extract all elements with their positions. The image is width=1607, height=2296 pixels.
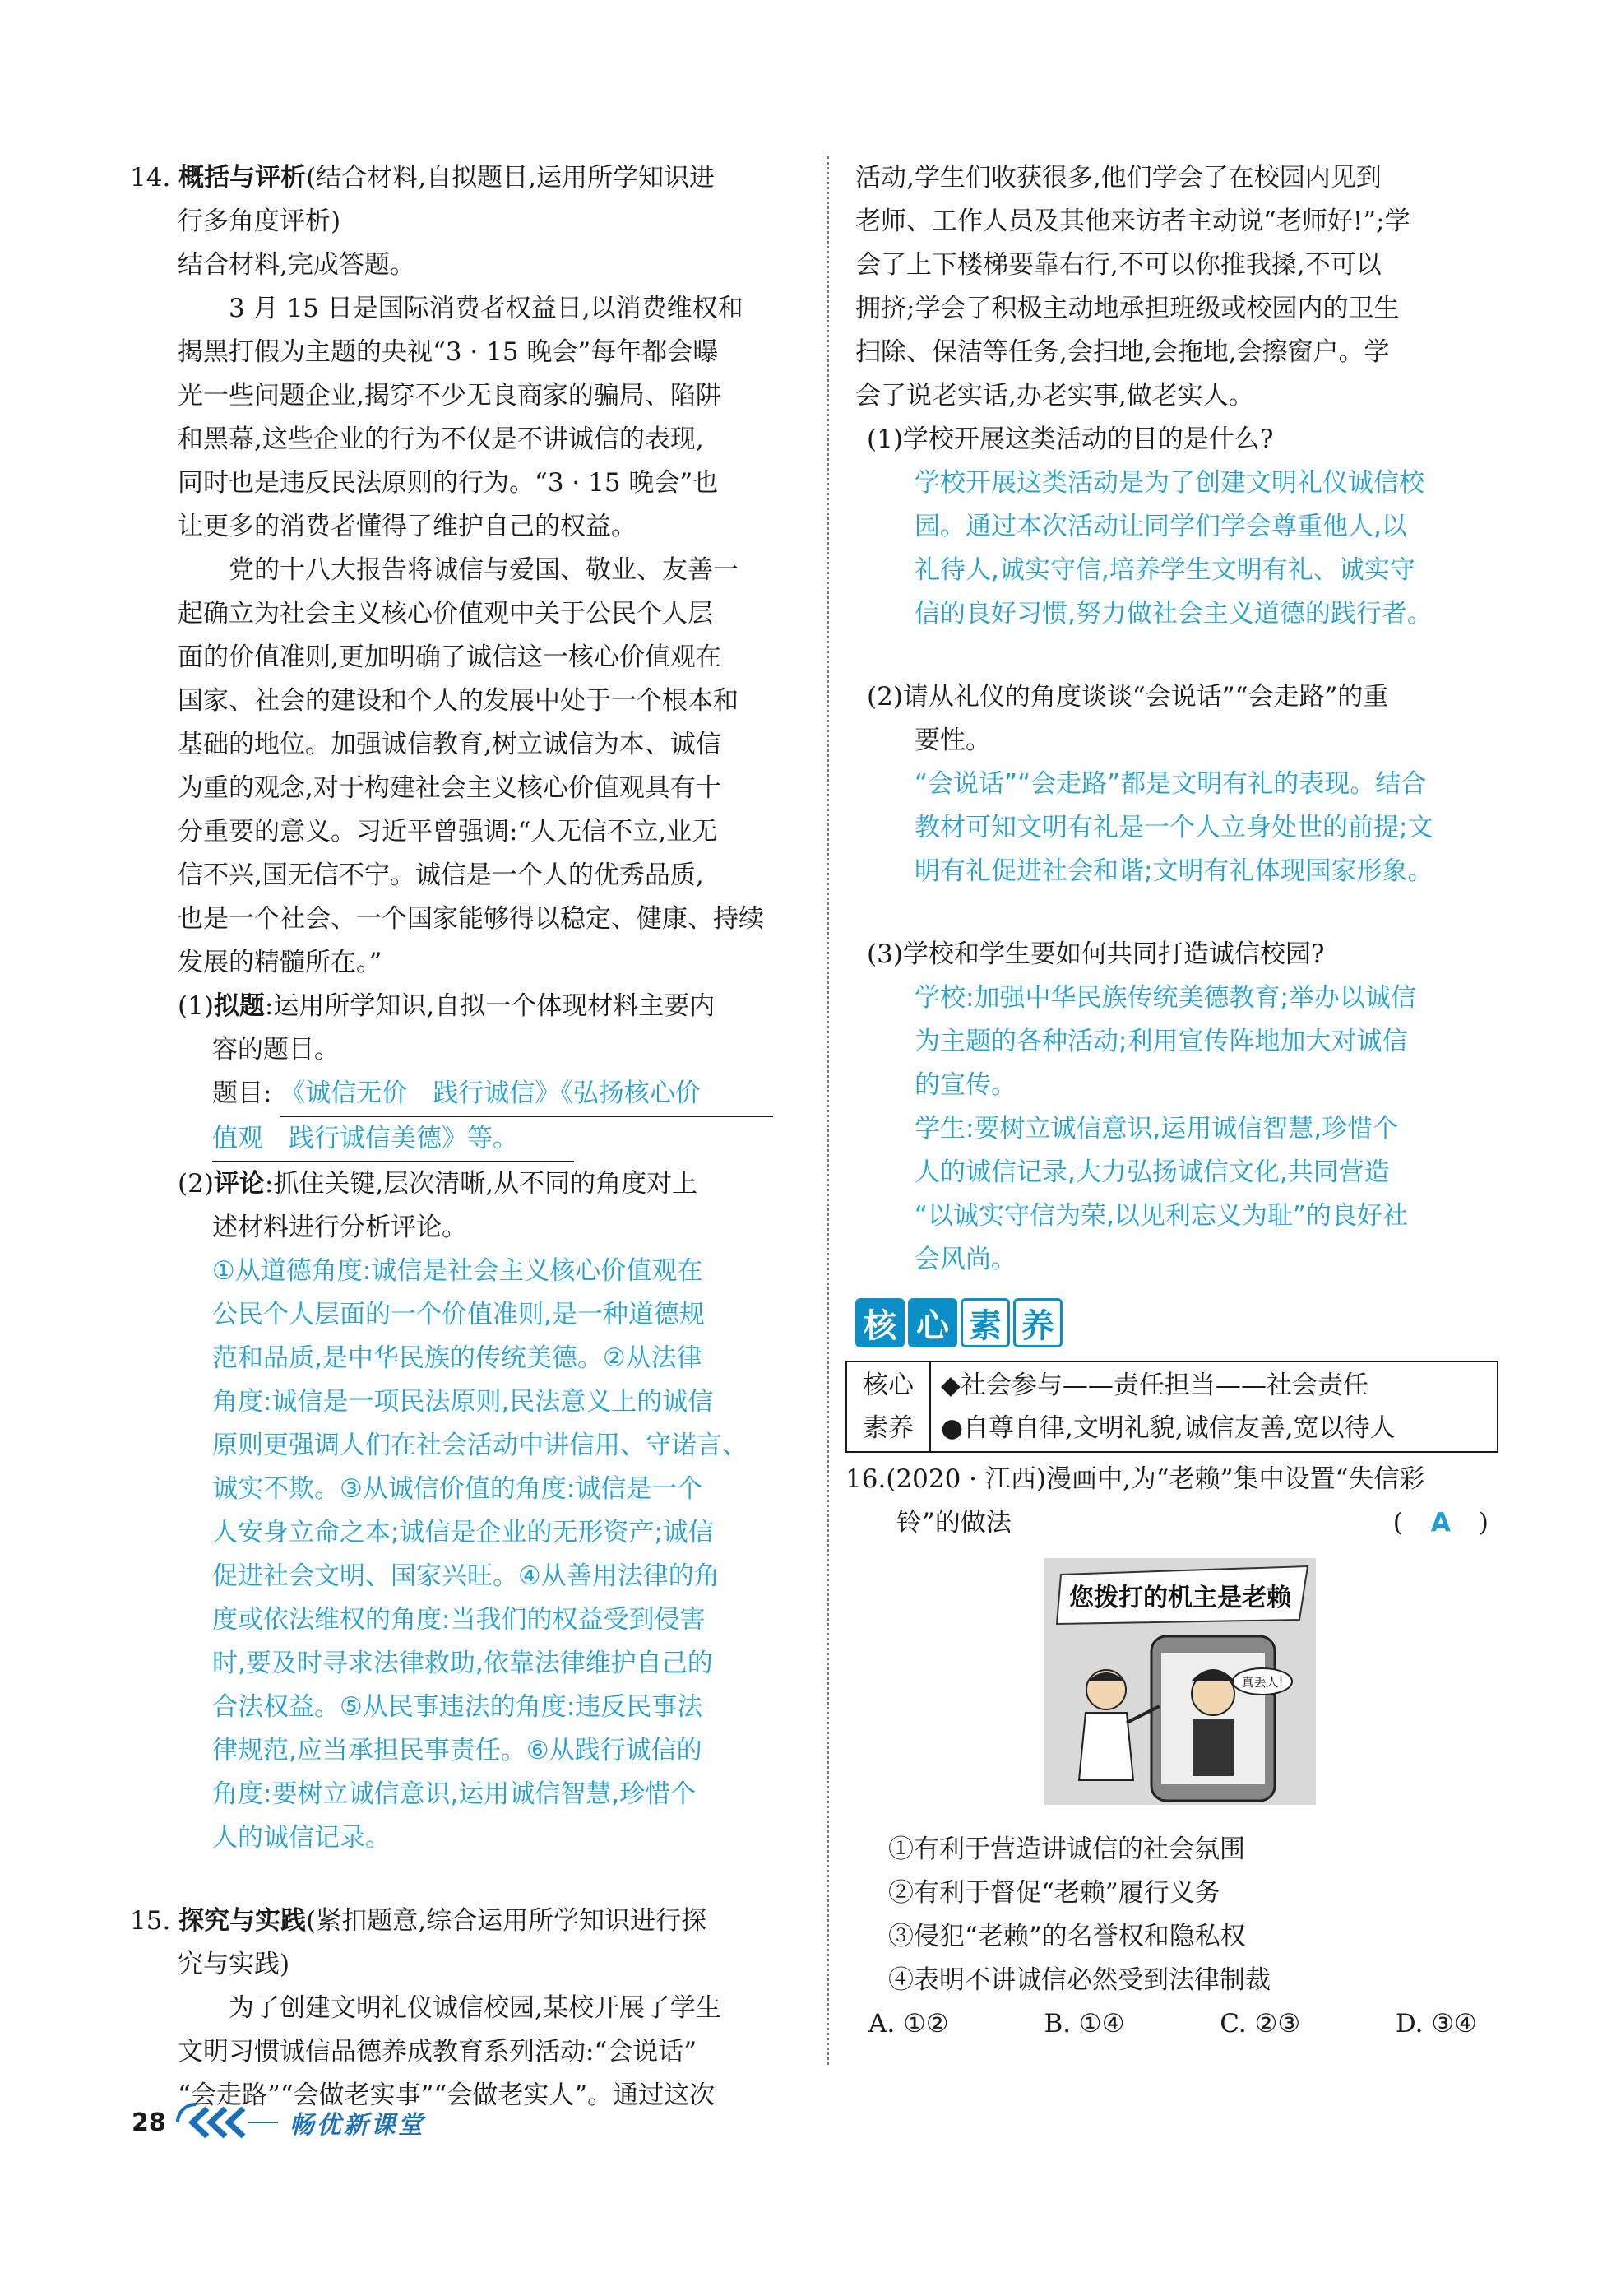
- page-number: 28: [132, 2108, 166, 2137]
- sub1-line2: 容的题目。: [212, 1035, 340, 1065]
- material-line: 信不兴,国无信不宁。诚信是一个人的优秀品质,: [178, 860, 704, 890]
- cartoon-illustration: [1044, 1558, 1316, 1805]
- title-label: 题目:: [212, 1078, 272, 1108]
- answer-line: ①从道德角度:诚信是社会主义核心价值观在: [212, 1256, 703, 1286]
- material-line: 起确立为社会主义核心价值观中关于公民个人层: [178, 599, 713, 629]
- q15-sub1-question: (1)学校开展这类活动的目的是什么?: [867, 424, 1274, 454]
- sub1-rest: :运用所学知识,自拟一个体现材料主要内: [264, 991, 716, 1021]
- answer-line: 教材可知文明有礼是一个人立身处世的前提;文: [915, 813, 1433, 842]
- material-line: 光一些问题企业,揭穿不少无良商家的骗局、陷阱: [178, 381, 721, 410]
- left-column: [130, 156, 804, 2117]
- debtor-body: [1193, 1719, 1234, 1776]
- answer-line: 合法权益。⑤从民事违法的角度:违反民事法: [212, 1692, 703, 1722]
- q16-stem: 16.(2020 · 江西)漫画中,为“老赖”集中设置“失信彩: [845, 1464, 1425, 1494]
- material-line: 和黑幕,这些企业的行为不仅是不讲诚信的表现,: [178, 424, 704, 454]
- q14-title: [130, 156, 804, 200]
- sub-number: (2): [178, 1169, 214, 1199]
- core-label: [847, 1362, 931, 1451]
- material-line: 会了上下楼梯要靠右行,不可以你推我搡,不可以: [855, 250, 1382, 280]
- spacer: [855, 636, 1497, 675]
- material-line: 会了说老实话,办老实事,做老实人。: [855, 381, 1254, 410]
- answer-line: 诚实不欺。③从诚信价值的角度:诚信是一个: [212, 1474, 703, 1504]
- material-line: 拥挤;学会了积极主动地承担班级或校园内的卫生: [855, 294, 1400, 323]
- material-line: 文明习惯诚信品德养成教育系列活动:“会说话”: [178, 2037, 697, 2066]
- q15-material: [130, 1987, 804, 2117]
- material-line: 3 月 15 日是国际消费者权益日,以消费维权和: [229, 294, 743, 323]
- title-answer-line2: 值观 践行诚信美德》等。: [212, 1117, 574, 1162]
- material-line: 党的十八大报告将诚信与爱国、敬业、友善一: [229, 555, 739, 585]
- title-answer-line1: 《诚信无价 践行诚信》《弘扬核心价: [280, 1072, 773, 1117]
- chevron-left-icon: [174, 2102, 281, 2143]
- answer-line: “以诚实守信为荣,以见利忘义为耻”的良好社: [915, 1201, 1408, 1231]
- material-line: 分重要的意义。习近平曾强调:“人无信不立,业无: [178, 817, 718, 847]
- q14-sub2: [130, 1162, 804, 1206]
- material-line: 为了创建文明礼仪诚信校园,某校开展了学生: [229, 1993, 721, 2023]
- speech-bubble-text: 真丢人!: [1241, 1675, 1284, 1690]
- material-line: 基础的地位。加强诚信教育,树立诚信为本、诚信: [178, 730, 721, 759]
- q14-sub1: [130, 985, 804, 1028]
- man-body: [1079, 1713, 1133, 1780]
- column-divider: [827, 156, 829, 2065]
- q16-answer: A: [1430, 1508, 1451, 1538]
- answer-line: 范和品质,是中华民族的传统美德。②从法律: [212, 1343, 702, 1373]
- statement: ②有利于督促“老赖”履行义务: [888, 1878, 1220, 1908]
- spacer: [855, 893, 1497, 933]
- material-line: 发展的精髓所在。”: [178, 948, 382, 977]
- answer-line: 信的良好习惯,努力做社会主义道德的践行者。: [915, 599, 1433, 629]
- page-footer: [132, 2102, 425, 2143]
- cartoon-caption: 您拨打的机主是老赖: [1069, 1584, 1291, 1612]
- q15-sub2-question: (2)请从礼仪的角度谈谈“会说话”“会走路”的重: [867, 682, 1389, 712]
- q14-type: 概括与评析: [178, 163, 307, 192]
- answer-line: 原则更强调人们在社会活动中讲信用、守诺言、: [212, 1431, 748, 1460]
- core-literacy-table: [845, 1361, 1498, 1453]
- core-items: [931, 1362, 1497, 1451]
- heading-char: 素: [961, 1298, 1010, 1347]
- answer-line: 会风尚。: [915, 1245, 1017, 1274]
- answer-line: 为主题的各种活动;利用宣传阵地加大对诚信: [915, 1027, 1408, 1056]
- answer-line: 礼待人,诚实守信,培养学生文明有礼、诚实守: [915, 555, 1415, 585]
- answer-line: 人的诚信记录。: [212, 1823, 391, 1853]
- core-item: ◆社会参与——责任担当——社会责任: [941, 1371, 1368, 1400]
- q15-sub1-answer: [855, 462, 1497, 636]
- sub2-answer: [130, 1250, 804, 1860]
- answer-line: 角度:诚信是一项民法原则,民法意义上的诚信: [212, 1387, 714, 1417]
- answer-line: 学校开展这类活动是为了创建文明礼仪诚信校: [915, 468, 1424, 498]
- core-label-line1: 核心: [863, 1371, 914, 1400]
- answer-line: 学生:要树立诚信意识,运用诚信智慧,珍惜个: [915, 1114, 1399, 1143]
- heading-char: 养: [1013, 1298, 1063, 1347]
- right-column: [845, 156, 1497, 2046]
- material-line: 老师、工作人员及其他来访者主动说“老师好!”;学: [855, 206, 1410, 236]
- q14-material: [130, 287, 804, 985]
- q16-stem-line2: [855, 1501, 1497, 1545]
- core-label-line2: 素养: [863, 1413, 914, 1443]
- option-a: A. ①②: [868, 2009, 949, 2039]
- material-line: 国家、社会的建设和个人的发展中处于一个根本和: [178, 686, 739, 716]
- option-c: C. ②③: [1220, 2009, 1301, 2039]
- spacer: [130, 1860, 804, 1899]
- answer-line: 促进社会文明、国家兴旺。④从善用法律的角: [212, 1561, 720, 1591]
- material-line: “会走路”“会做老实事”“会做老实人”。通过这次: [178, 2080, 716, 2110]
- answer-line: 园。通过本次活动让同学们学会尊重他人,以: [915, 512, 1407, 541]
- answer-line: 人安身立命之本;诚信是企业的无形资产;诚信: [212, 1518, 714, 1547]
- q15-number: 15.: [130, 1906, 171, 1936]
- q16-answer-bracket: [1393, 1501, 1489, 1545]
- q15-title: [130, 1899, 804, 1943]
- answer-line: 学校:加强中华民族传统美德教育;举办以诚信: [915, 983, 1416, 1013]
- q14-title-rest: (结合材料,自拟题目,运用所学知识进: [306, 163, 715, 192]
- material-line: 揭黑打假为主题的央视“3 · 15 晚会”每年都会曝: [178, 337, 719, 367]
- q14-number: 14.: [130, 163, 171, 192]
- q16-statements: [855, 1828, 1497, 2002]
- answer-line: 度或依法维权的角度:当我们的权益受到侵害: [212, 1605, 706, 1635]
- material-line: 扫除、保洁等任务,会扫地,会拖地,会擦窗户。学: [855, 337, 1390, 367]
- option-d: D. ③④: [1395, 2009, 1477, 2039]
- brand-name: 畅优新课堂: [289, 2111, 425, 2140]
- q15-sub2-question-line2: 要性。: [915, 726, 991, 755]
- q16-options: [855, 2002, 1477, 2046]
- material-line: 为重的观念,对于构建社会主义核心价值观具有十: [178, 773, 721, 803]
- answer-line: 明有礼促进社会和谐;文明有礼体现国家形象。: [915, 856, 1433, 886]
- q14-title-line2: 行多角度评析): [178, 206, 341, 236]
- material-line: 活动,学生们收获很多,他们学会了在校园内见到: [855, 163, 1382, 192]
- q15-sub2-answer: [855, 763, 1497, 893]
- core-item: ●自尊自律,文明礼貌,诚信友善,宽以待人: [941, 1413, 1396, 1443]
- material-line: 同时也是违反民法原则的行为。“3 · 15 晚会”也: [178, 468, 719, 498]
- sub2-line2: 述材料进行分析评论。: [212, 1213, 467, 1242]
- statement: ④表明不讲诚信必然受到法律制裁: [888, 1965, 1271, 1995]
- answer-line: 公民个人层面的一个价值准则,是一种道德规: [212, 1300, 705, 1329]
- q16-stem-tail: 铃”的做法: [896, 1508, 1012, 1538]
- statement: ①有利于营造讲诚信的社会氛围: [888, 1834, 1245, 1864]
- sub1-answer-row2: [130, 1117, 804, 1162]
- answer-line: 律规范,应当承担民事责任。⑥从践行诚信的: [212, 1736, 702, 1765]
- heading-char: 心: [908, 1298, 957, 1347]
- statement: ③侵犯“老赖”的名誉权和隐私权: [888, 1922, 1246, 1951]
- section-heading-core-literacy: [855, 1298, 1497, 1347]
- q14-instruction: 结合材料,完成答题。: [178, 250, 415, 280]
- q15-sub3-question: (3)学校和学生要如何共同打造诚信校园?: [867, 939, 1325, 969]
- answer-line: 角度:要树立诚信意识,运用诚信智慧,珍惜个: [212, 1779, 697, 1809]
- q15-title-line2: 究与实践): [178, 1950, 290, 1979]
- answer-line: 的宣传。: [915, 1070, 1017, 1100]
- sub2-rest: :抓住关键,层次清晰,从不同的角度对上: [264, 1169, 698, 1199]
- q15-sub3-answer: [855, 976, 1497, 1282]
- sub1-answer-row: [130, 1072, 804, 1117]
- sub1-type: 拟题: [213, 991, 265, 1021]
- q15-type: 探究与实践: [178, 1906, 307, 1936]
- cartoon-image: [1044, 1558, 1316, 1805]
- answer-line: 时,要及时寻求法律救助,依靠法律维护自己的: [212, 1649, 713, 1678]
- option-b: B. ①④: [1044, 2009, 1125, 2039]
- answer-line: 人的诚信记录,大力弘扬诚信文化,共同营造: [915, 1157, 1390, 1187]
- paren-close: ): [1478, 1508, 1489, 1538]
- material-line: 也是一个社会、一个国家能够得以稳定、健康、持续: [178, 904, 764, 934]
- sub-number: (1): [178, 991, 214, 1021]
- sub2-type: 评论: [213, 1169, 265, 1199]
- q15-title-rest: (紧扣题意,综合运用所学知识进行探: [306, 1906, 707, 1936]
- paren-open: (: [1392, 1508, 1403, 1538]
- material-line: 让更多的消费者懂得了维护自己的权益。: [178, 512, 637, 541]
- material-line: 面的价值准则,更加明确了诚信这一核心价值观在: [178, 642, 721, 672]
- answer-line: “会说话”“会走路”都是文明有礼的表现。结合: [915, 769, 1427, 799]
- heading-char: 核: [855, 1298, 905, 1347]
